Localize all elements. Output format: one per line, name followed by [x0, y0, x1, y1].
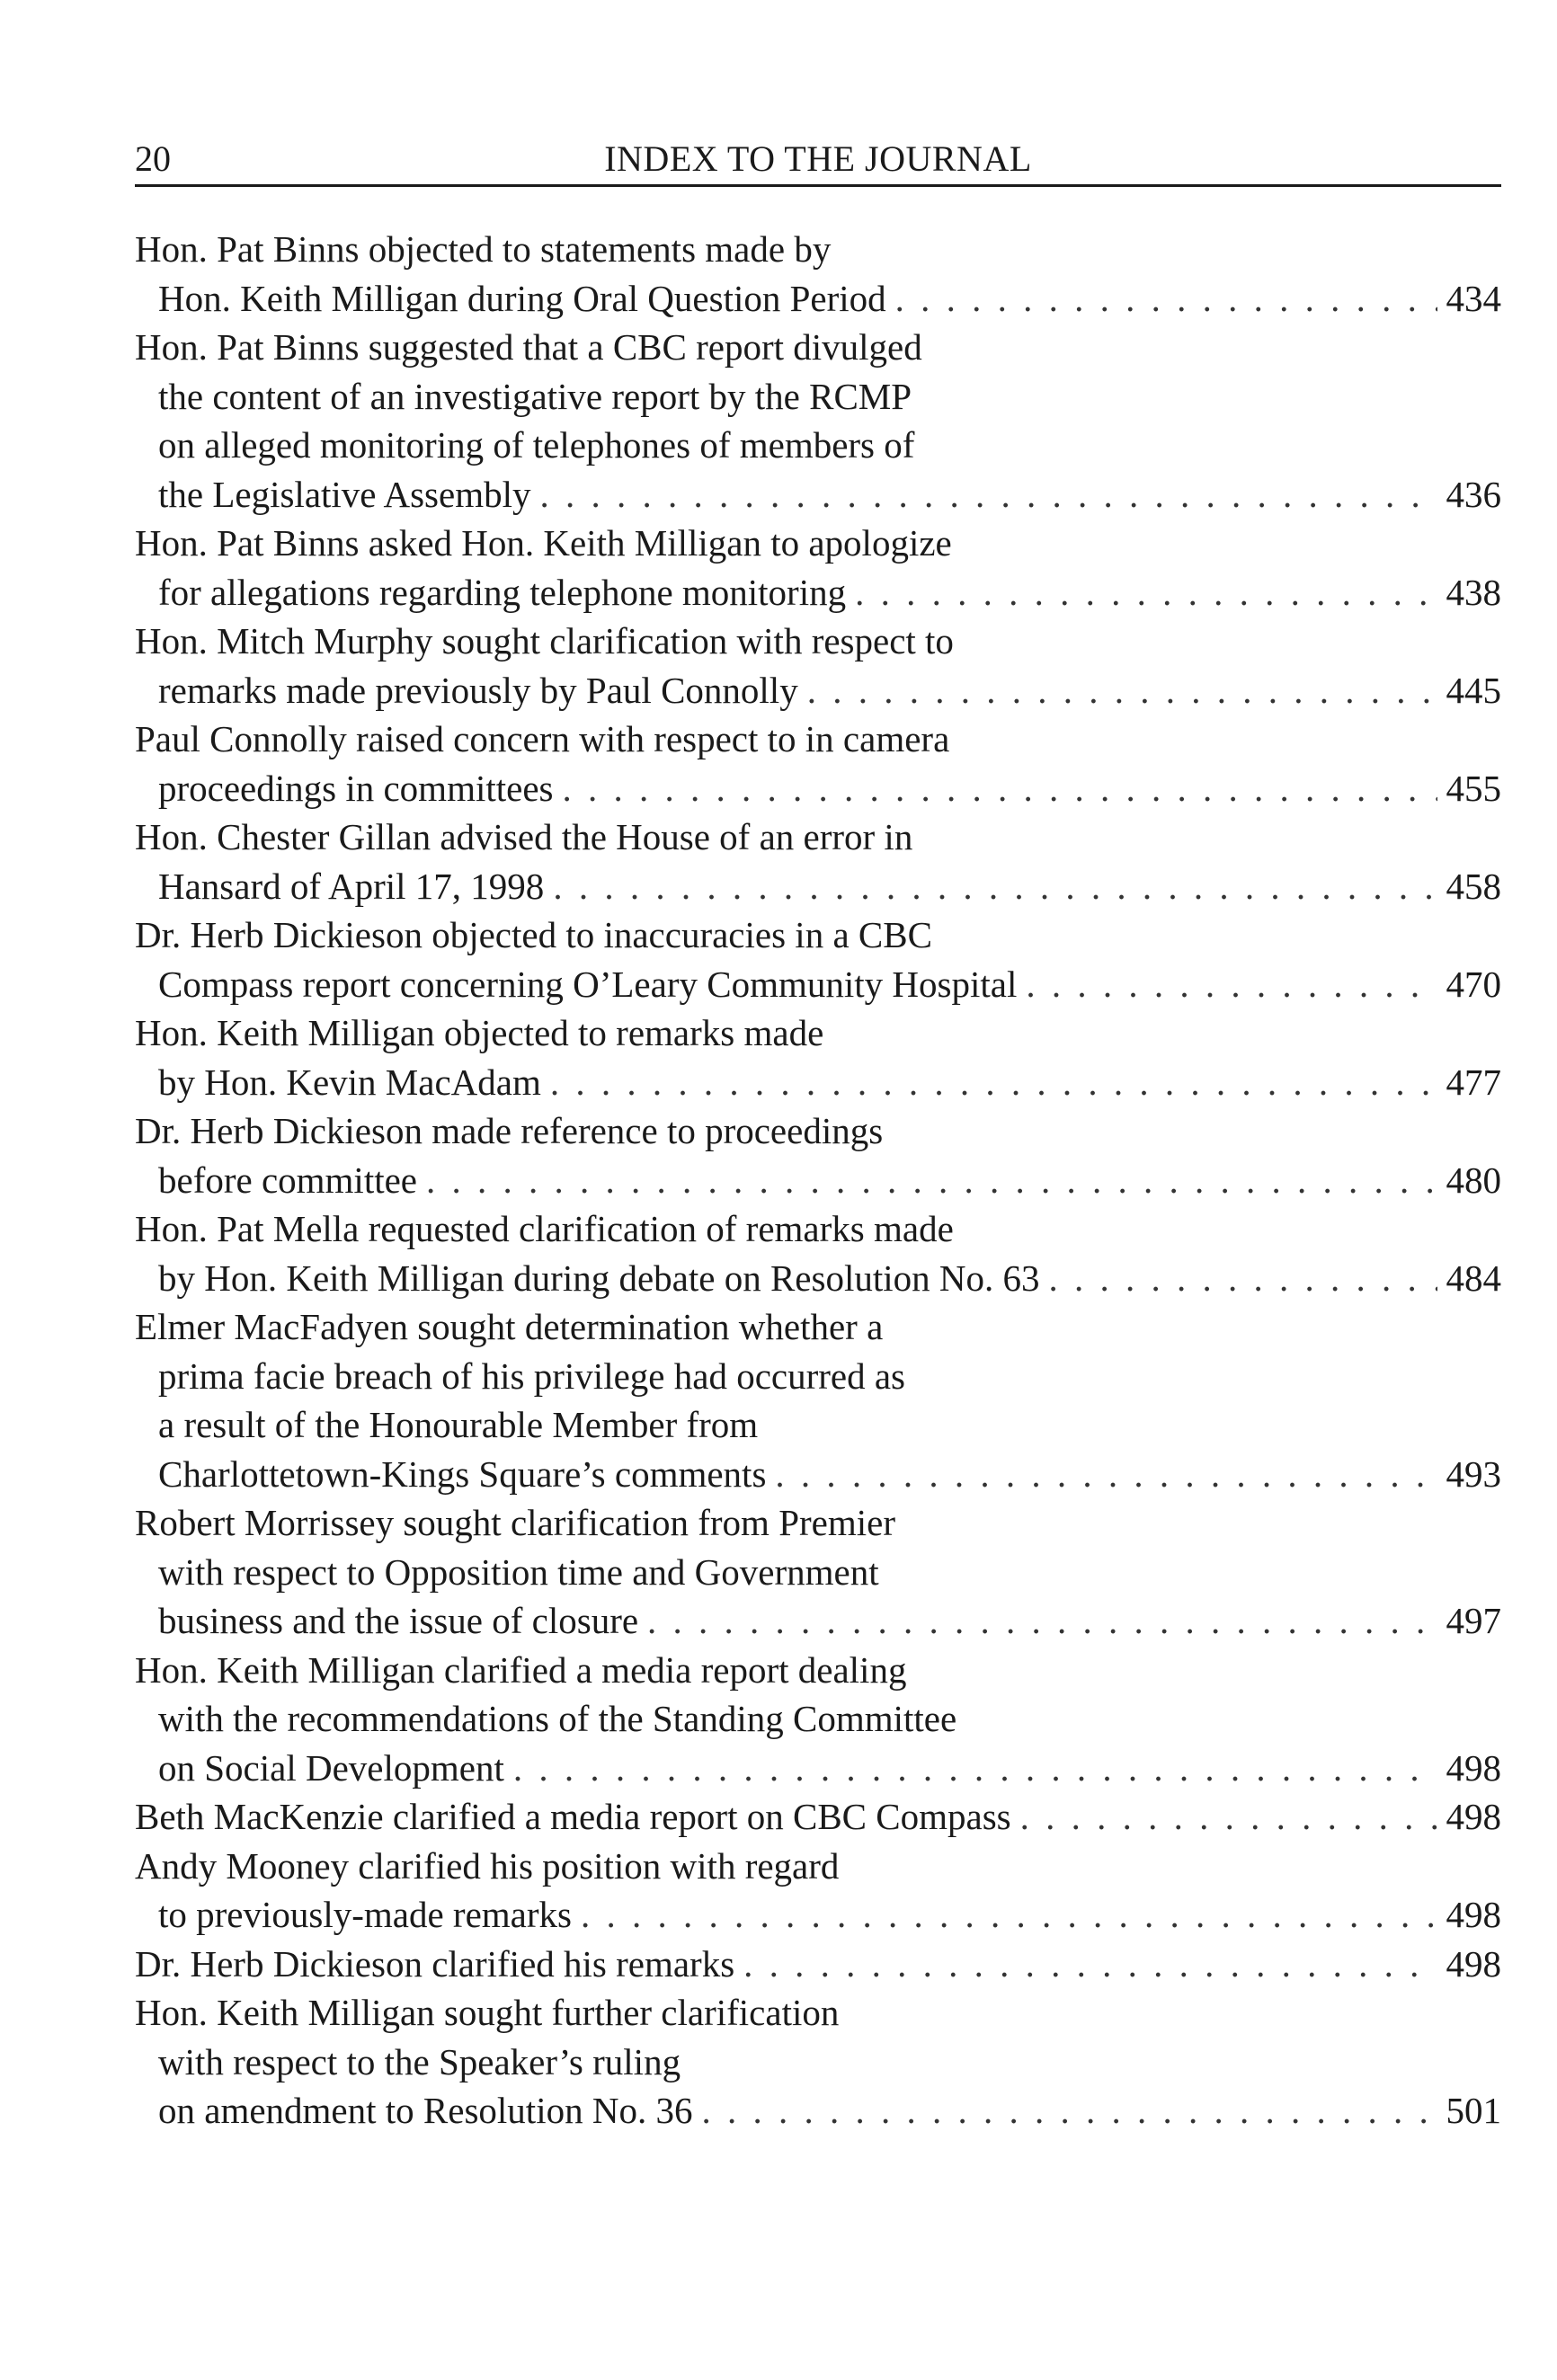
entry-line: Hon. Keith Milligan clarified a media report dealing [135, 1648, 907, 1691]
index-entry [135, 617, 1501, 715]
index-entry [135, 715, 1501, 813]
index-entry [135, 1498, 1501, 1646]
dot-leader [550, 1058, 1437, 1107]
entry-page-number: 477 [1446, 1061, 1501, 1103]
index-entry [135, 1302, 1501, 1498]
page-header [135, 130, 1501, 187]
entry-text: on Social Development [158, 1746, 504, 1789]
journal-page [135, 130, 1501, 2136]
entry-line: prima facie breach of his privilege had occurred as [158, 1354, 905, 1397]
entry-page-number: 497 [1446, 1600, 1501, 1641]
entry-text: Hansard of April 17, 1998 [158, 865, 545, 907]
entry-page-number: 501 [1446, 2090, 1501, 2131]
dot-leader [895, 274, 1437, 324]
index-entry [135, 1646, 1501, 1793]
entry-line: Hon. Pat Binns suggested that a CBC report divulged [135, 326, 922, 368]
entry-last-line [135, 274, 1501, 324]
page-number: 20 [135, 138, 171, 179]
dot-leader [1020, 1792, 1437, 1842]
dot-leader [563, 764, 1437, 813]
entry-text: by Hon. Keith Milligan during debate on Resolution No. 63 [158, 1257, 1040, 1299]
entry-text: Compass report concerning O’Leary Community Hospital [158, 963, 1018, 1005]
entry-page-number: 436 [1446, 473, 1501, 515]
dot-leader [1026, 960, 1437, 1009]
entry-last-line [135, 1450, 1501, 1499]
entry-line: with respect to Opposition time and Government [158, 1550, 879, 1593]
entry-text: the Legislative Assembly [158, 473, 531, 515]
entry-line: Hon. Keith Milligan objected to remarks made [135, 1012, 824, 1053]
entry-text: to previously-made remarks [158, 1894, 572, 1935]
index-entry [135, 519, 1501, 617]
index-entry [135, 1988, 1501, 2136]
entry-line: Andy Mooney clarified his position with regard [135, 1844, 840, 1887]
entry-last-line [135, 1890, 1501, 1940]
entry-page-number: 438 [1446, 571, 1501, 613]
entry-last-line [135, 1744, 1501, 1793]
entry-last-line [135, 1254, 1501, 1303]
dot-leader [1048, 1254, 1437, 1303]
entry-text: on amendment to Resolution No. 36 [158, 2090, 693, 2131]
entry-text: Hon. Keith Milligan during Oral Question Period [158, 277, 886, 319]
dot-leader [647, 1596, 1437, 1646]
entry-line: with respect to the Speaker’s ruling [158, 2040, 681, 2082]
entry-last-line [135, 666, 1501, 715]
entry-page-number: 434 [1446, 277, 1501, 319]
entry-page-number: 498 [1446, 1942, 1501, 1985]
entry-line: Hon. Pat Mella requested clarification of remarks made [135, 1208, 954, 1249]
entry-text: by Hon. Kevin MacAdam [158, 1061, 541, 1103]
entry-last-line [135, 960, 1501, 1009]
index-entry [135, 1204, 1501, 1302]
entry-line: a result of the Honourable Member from [158, 1404, 759, 1445]
index-entry [135, 1008, 1501, 1106]
entry-text: Dr. Herb Dickieson clarified his remarks [135, 1942, 735, 1985]
dot-leader [581, 1890, 1437, 1940]
entry-text: remarks made previously by Paul Connolly [158, 669, 798, 711]
entry-page-number: 470 [1446, 963, 1501, 1005]
dot-leader [513, 1744, 1437, 1793]
entry-last-line [135, 568, 1501, 617]
dot-leader [553, 862, 1437, 911]
entry-text: for allegations regarding telephone monitoring [158, 571, 847, 613]
index-entry [135, 1106, 1501, 1204]
running-title: INDEX TO THE JOURNAL [604, 138, 1032, 179]
entry-line: the content of an investigative report by the RCMP [158, 375, 912, 417]
entry-last-line [135, 1940, 1501, 1989]
entry-line: Dr. Herb Dickieson made reference to proceedings [135, 1110, 884, 1151]
entry-line: Robert Morrissey sought clarification from Premier [135, 1502, 895, 1543]
index-entry [135, 225, 1501, 323]
entry-last-line [135, 1596, 1501, 1646]
entry-page-number: 484 [1446, 1257, 1501, 1299]
entry-line: Elmer MacFadyen sought determination whether a [135, 1306, 884, 1347]
entry-page-number: 498 [1446, 1796, 1501, 1837]
entry-line: Dr. Herb Dickieson objected to inaccuracies in a CBC [135, 914, 932, 955]
entry-text: business and the issue of closure [158, 1600, 639, 1641]
index-entry [135, 1792, 1501, 1842]
dot-leader [855, 568, 1437, 617]
entry-last-line [135, 1792, 1501, 1842]
entry-last-line [135, 764, 1501, 813]
entry-page-number: 498 [1446, 1746, 1501, 1789]
index-entry [135, 1940, 1501, 1989]
entry-line: Hon. Pat Binns asked Hon. Keith Milligan to apologize [135, 522, 952, 564]
entry-line: Hon. Chester Gillan advised the House of an error in [135, 816, 913, 857]
entry-last-line [135, 1058, 1501, 1107]
entry-last-line [135, 470, 1501, 520]
entry-text: Charlottetown-Kings Square’s comments [158, 1452, 767, 1495]
index-entry [135, 323, 1501, 519]
entry-page-number: 493 [1446, 1452, 1501, 1495]
entry-line: Hon. Pat Binns objected to statements made by [135, 228, 832, 270]
entry-page-number: 480 [1446, 1159, 1501, 1201]
entry-text: Beth MacKenzie clarified a media report on CBC Compass [135, 1796, 1011, 1837]
index-entry [135, 910, 1501, 1008]
dot-leader [775, 1450, 1437, 1499]
index-entries [135, 225, 1501, 2136]
dot-leader [807, 666, 1437, 715]
entry-last-line [135, 2086, 1501, 2136]
dot-leader [743, 1940, 1437, 1989]
index-entry [135, 813, 1501, 910]
entry-page-number: 445 [1446, 669, 1501, 711]
dot-leader [539, 470, 1437, 520]
entry-line: Hon. Mitch Murphy sought clarification with respect to [135, 620, 954, 662]
entry-page-number: 455 [1446, 767, 1501, 809]
entry-page-number: 458 [1446, 865, 1501, 907]
entry-line: Hon. Keith Milligan sought further clarification [135, 1992, 840, 2033]
entry-line: on alleged monitoring of telephones of members of [158, 424, 915, 466]
entry-text: before committee [158, 1159, 418, 1201]
entry-page-number: 498 [1446, 1894, 1501, 1935]
entry-line: Paul Connolly raised concern with respect to in camera [135, 718, 950, 759]
entry-last-line [135, 1156, 1501, 1205]
entry-last-line [135, 862, 1501, 911]
dot-leader [426, 1156, 1437, 1205]
entry-text: proceedings in committees [158, 767, 554, 809]
entry-line: with the recommendations of the Standing Committee [158, 1698, 957, 1739]
dot-leader [701, 2086, 1437, 2136]
index-entry [135, 1842, 1501, 1940]
